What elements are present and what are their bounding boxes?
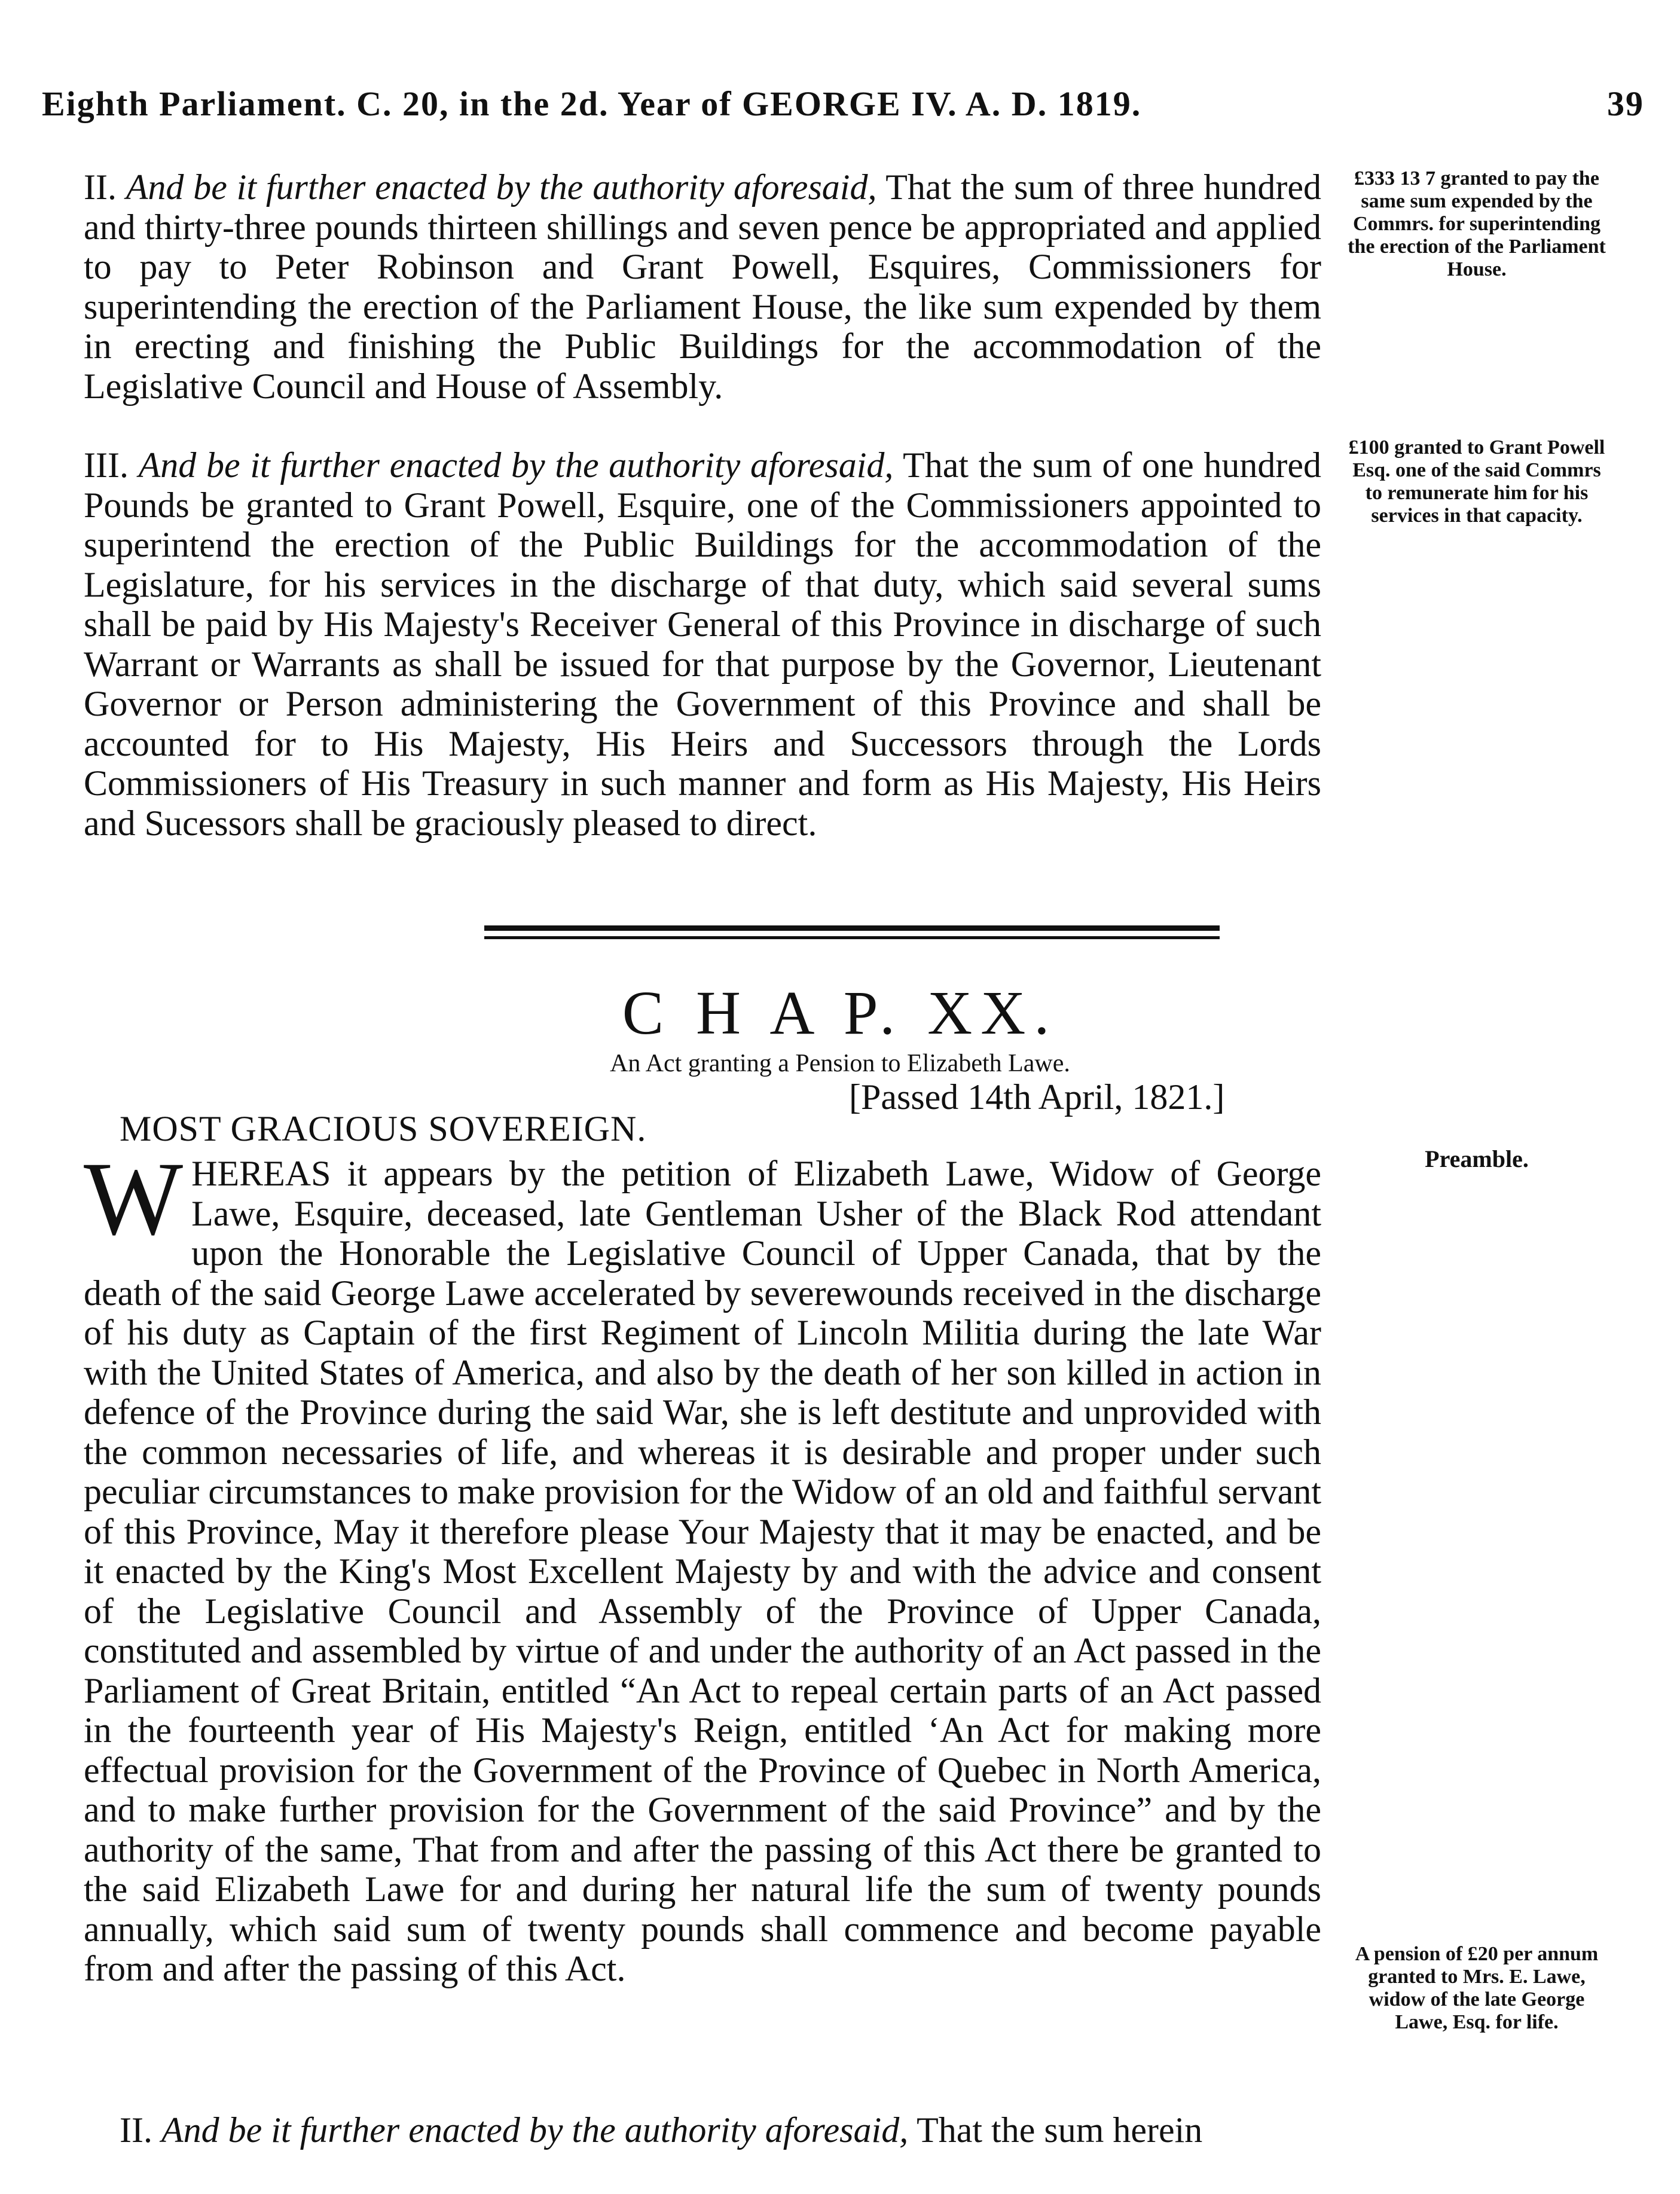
section-text: That the sum of three hundred and thirty-three pounds thirteen shillings and seven pence be appropriated and applied to pay to Peter Robinson and Grant Powell, Esquires, Commissioners for superintending the erection of the Parliament House, the like sum expended by them in erecting and finishing the Public Buildings for the accommodation of the Legislative Council and House of Assembly. — [84, 167, 1322, 406]
section-three — [84, 445, 1321, 843]
section-number: II. — [84, 167, 117, 207]
section-text: That the sum of one hundred Pounds be granted to Grant Powell, Esquire, one of the Commissioners appointed to superintend the erection of the Public Buildings for the accommodation of the Legislature, for his services in the discharge of that duty, which said several sums shall be paid by His Majesty's Receiver General of this Province in discharge of such Warrant or Warrants as shall be issued for that purpose by the Governor, Lieutenant Governor or Person administering the Government of this Province and shall be accounted for to His Majesty, His Heirs and Successors through the Lords Commissioners of His Treasury in such manner and form as His Majesty, His Heirs and Sucessors shall be graciously pleased to direct. — [84, 445, 1322, 843]
section-text: That the sum herein — [917, 2110, 1203, 2150]
enacting-clause: And be it further enacted by the authority aforesaid, — [126, 167, 877, 207]
section-number: II. — [120, 2110, 152, 2150]
separator-rule — [484, 925, 1220, 931]
passed-date: [Passed 14th April, 1821.] — [849, 1077, 1225, 1117]
drop-cap: W — [84, 1141, 184, 1257]
margin-note-grant-powell: £100 granted to Grant Powell Esq. one of the said Commrs to remunerate him for his services in that capacity. — [1348, 436, 1605, 527]
section-number: III. — [84, 445, 129, 485]
running-head: Eighth Parliament. C. 20, in the 2d. Year of GEORGE IV. A. D. 1819. — [42, 84, 1142, 123]
preamble-text: HEREAS it appears by the petition of Elizabeth Lawe, Widow of George Lawe, Esquire, deceased, late Gentleman Usher of the Black Rod attendant upon the Honorable the Legislative Council of Upper Canada, that by the death of the said George Lawe accelerated by severewounds received in the discharge of his duty as Captain of the first Regiment of Lincoln Militia during the late War with the United States of America, and also by the death of her son killed in action in defence of the Province during the said War, she is left destitute and unprovided with the common necessaries of life, and whereas it is desirable and proper under such peculiar circumstances to make provision for the Widow of an old and faithful servant of this Province, May it therefore please Your Majesty that it may be enacted, and be it enacted by the King's Most Excellent Majesty by and with the advice and consent of the Legislative Council and Assembly of the Province of Upper Canada, constituted and assembled by virtue of and under the authority of an Act passed in the Parliament of Great Britain, entitled “An Act to repeal certain parts of an Act passed in the fourteenth year of His Majesty's Reign, entitled ‘An Act for making more effectual provision for the Government of the Province of Quebec in North America, and to make further provision for the Government of the said Province” and by the authority of the same, That from and after the passing of this Act there be granted to the said Elizabeth Lawe for and during her natural life the sum of twenty pounds annually, which said sum of twenty pounds shall commence and become payable from and after the passing of this Act. — [84, 1154, 1321, 1988]
act-title: An Act granting a Pension to Elizabeth Lawe. — [610, 1050, 1070, 1077]
margin-note-pension: A pension of £20 per annum granted to Mrs. E. Lawe, widow of the late George Lawe, Esq. for life. — [1355, 1943, 1599, 2033]
margin-note-preamble: Preamble. — [1425, 1145, 1529, 1172]
section-two-next — [84, 2110, 1321, 2150]
enacting-clause: And be it further enacted by the authority aforesaid, — [138, 445, 894, 485]
chapter-title: C H A P. XX. — [622, 979, 1058, 1047]
page-header — [42, 84, 1644, 137]
page-number: 39 — [1607, 84, 1644, 123]
enacting-clause: And be it further enacted by the authority aforesaid, — [161, 2110, 909, 2150]
address-line: MOST GRACIOUS SOVEREIGN. — [120, 1109, 647, 1148]
section-two — [84, 167, 1321, 406]
margin-note-appropriation: £333 13 7 granted to pay the same sum expended by the Commrs. for superintending the erection of the Parliament House. — [1348, 167, 1606, 280]
separator-rule-thin — [484, 936, 1220, 939]
preamble — [84, 1141, 1321, 1989]
